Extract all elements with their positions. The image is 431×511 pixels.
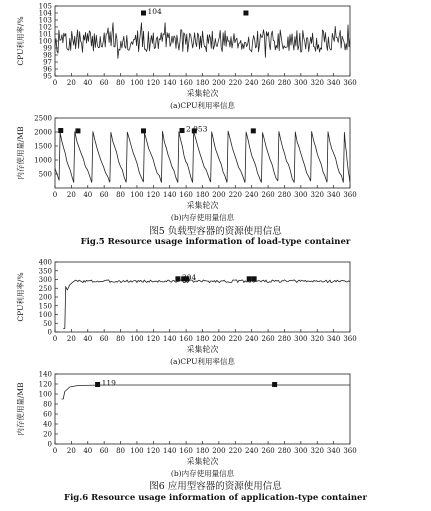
y-tick-label: 350 — [38, 267, 52, 276]
y-tick-label: 95 — [43, 72, 52, 81]
y-tick-label: 100 — [38, 37, 52, 46]
peak-annotation: 304 — [181, 272, 197, 282]
x-tick-label: 280 — [277, 79, 292, 87]
y-tick-label: 20 — [43, 430, 52, 439]
series-line — [55, 131, 350, 182]
x-tick-label: 360 — [343, 447, 357, 455]
x-tick-label: 100 — [130, 191, 144, 199]
x-tick-label: 160 — [179, 191, 193, 199]
x-tick-label: 280 — [277, 447, 292, 455]
x-tick-label: 300 — [294, 79, 308, 87]
x-tick-label: 220 — [228, 79, 242, 87]
subcaption: (a)CPU利用率信息 — [170, 357, 235, 366]
y-axis-label: 内存使用量/MB — [16, 126, 25, 180]
peak-marker — [251, 128, 256, 133]
peak-marker — [58, 128, 63, 133]
chart-fig5b-memory — [0, 112, 431, 224]
x-tick-label: 340 — [326, 335, 341, 343]
peak-annotation: 2 053 — [186, 124, 208, 134]
x-tick-label: 140 — [163, 79, 177, 87]
series-line — [55, 23, 350, 59]
y-tick-label: 102 — [38, 23, 52, 32]
x-tick-label: 340 — [326, 79, 341, 87]
x-tick-label: 20 — [66, 79, 76, 87]
y-tick-label: 80 — [43, 400, 52, 409]
x-tick-label: 40 — [83, 191, 93, 199]
x-tick-label: 40 — [83, 447, 93, 455]
y-tick-label: 120 — [38, 380, 52, 389]
y-tick-label: 96 — [43, 65, 52, 74]
x-tick-label: 0 — [52, 447, 58, 455]
x-tick-label: 120 — [146, 335, 161, 343]
subcaption: (b)内存使用量信息 — [170, 469, 235, 478]
x-tick-label: 300 — [294, 191, 308, 199]
y-tick-label: 300 — [38, 276, 52, 284]
x-tick-label: 40 — [83, 335, 93, 343]
peak-marker — [141, 128, 146, 133]
y-tick-label: 100 — [38, 390, 52, 399]
y-tick-label: 60 — [43, 410, 52, 419]
y-tick-label: 1000 — [34, 156, 52, 165]
x-tick-label: 80 — [116, 447, 126, 455]
peak-marker — [247, 276, 252, 281]
y-tick-label: 2500 — [34, 114, 52, 123]
fig5-caption-en: Fig.5 Resource usage information of load-type container — [80, 237, 351, 247]
x-tick-label: 60 — [99, 79, 109, 87]
x-tick-label: 120 — [146, 447, 161, 455]
x-axis-label: 采集轮次 — [186, 201, 219, 210]
x-tick-label: 180 — [195, 191, 210, 199]
x-tick-label: 0 — [52, 335, 58, 343]
fig6-caption-cn: 图6 应用型容器的资源使用信息 — [149, 481, 282, 492]
peak-marker — [175, 276, 180, 281]
x-tick-label: 360 — [343, 191, 357, 199]
x-tick-label: 0 — [52, 79, 58, 87]
peak-marker — [75, 128, 80, 133]
peak-marker — [180, 128, 185, 133]
y-tick-label: 104 — [38, 9, 52, 18]
x-tick-label: 240 — [244, 447, 259, 455]
x-tick-label: 240 — [244, 191, 259, 199]
x-tick-label: 320 — [310, 335, 324, 343]
x-tick-label: 80 — [116, 335, 126, 343]
y-tick-label: 250 — [38, 284, 52, 293]
x-tick-label: 340 — [326, 447, 341, 455]
x-axis-label: 采集轮次 — [186, 457, 219, 466]
x-tick-label: 140 — [163, 447, 177, 455]
y-tick-label: 103 — [38, 16, 52, 25]
y-axis-label: CPU利用率/% — [16, 272, 25, 322]
x-tick-label: 20 — [66, 335, 76, 343]
peak-annotation: 119 — [101, 378, 116, 388]
x-tick-label: 220 — [228, 335, 242, 343]
x-tick-label: 0 — [52, 191, 58, 199]
peak-marker — [243, 11, 248, 16]
x-tick-label: 40 — [83, 79, 93, 87]
x-tick-label: 200 — [212, 79, 226, 87]
y-tick-label: 2000 — [34, 128, 52, 137]
y-tick-label: 140 — [38, 370, 52, 379]
y-tick-label: 98 — [43, 51, 52, 60]
x-tick-label: 100 — [130, 79, 144, 87]
subcaption: (b)内存使用量信息 — [170, 213, 235, 222]
x-tick-label: 160 — [179, 335, 193, 343]
x-tick-label: 300 — [294, 335, 308, 343]
x-tick-label: 240 — [244, 79, 259, 87]
x-tick-label: 340 — [326, 191, 341, 199]
x-axis-label: 采集轮次 — [186, 89, 219, 98]
x-tick-label: 360 — [343, 335, 357, 343]
y-tick-label: 1500 — [34, 142, 52, 151]
y-tick-label: 500 — [38, 170, 52, 179]
peak-annotation: 104 — [147, 7, 162, 16]
y-tick-label: 0 — [47, 328, 52, 337]
series-line — [63, 280, 349, 329]
x-tick-label: 20 — [66, 191, 76, 199]
fig6-caption-en: Fig.6 Resource usage information of application-type container — [64, 493, 367, 503]
y-tick-label: 105 — [38, 2, 52, 11]
x-axis-label: 采集轮次 — [186, 345, 219, 354]
peak-marker — [272, 382, 277, 387]
plot-frame — [55, 6, 350, 76]
subcaption: (a)CPU利用率信息 — [170, 101, 235, 110]
x-tick-label: 320 — [310, 447, 324, 455]
y-tick-label: 50 — [43, 319, 52, 328]
x-tick-label: 100 — [130, 447, 144, 455]
chart-fig6b-memory — [0, 368, 431, 480]
x-tick-label: 260 — [261, 79, 275, 87]
x-tick-label: 120 — [146, 191, 161, 199]
x-tick-label: 200 — [212, 191, 226, 199]
x-tick-label: 60 — [99, 335, 109, 343]
x-tick-label: 260 — [261, 447, 275, 455]
y-tick-label: 40 — [43, 420, 52, 429]
y-tick-label: 400 — [38, 258, 52, 267]
x-tick-label: 60 — [99, 191, 109, 199]
chart-fig5a-cpu — [0, 0, 431, 112]
x-tick-label: 180 — [195, 79, 210, 87]
x-tick-label: 200 — [212, 447, 226, 455]
x-tick-label: 140 — [163, 191, 177, 199]
x-tick-label: 280 — [277, 191, 292, 199]
y-tick-label: 150 — [38, 302, 52, 311]
peak-marker — [95, 382, 100, 387]
peak-marker — [252, 276, 257, 281]
x-tick-label: 60 — [99, 447, 109, 455]
x-tick-label: 120 — [146, 79, 161, 87]
x-tick-label: 320 — [310, 191, 324, 199]
x-tick-label: 20 — [66, 447, 76, 455]
x-tick-label: 80 — [116, 191, 126, 199]
y-tick-label: 99 — [43, 44, 52, 53]
x-tick-label: 80 — [116, 79, 126, 87]
plot-frame — [55, 262, 350, 332]
x-tick-label: 240 — [244, 335, 259, 343]
y-tick-label: 100 — [38, 311, 52, 319]
peak-marker — [141, 11, 146, 16]
x-tick-label: 140 — [163, 335, 177, 343]
x-tick-label: 200 — [212, 335, 226, 343]
x-tick-label: 260 — [261, 191, 275, 199]
chart-fig6a-cpu — [0, 256, 431, 368]
x-tick-label: 280 — [277, 335, 292, 343]
x-tick-label: 320 — [310, 79, 324, 87]
y-tick-label: 101 — [38, 30, 52, 39]
x-tick-label: 180 — [195, 447, 210, 455]
x-tick-label: 300 — [294, 447, 308, 455]
y-axis-label: CPU利用率/% — [16, 16, 25, 66]
x-tick-label: 220 — [228, 191, 242, 199]
x-tick-label: 100 — [130, 335, 144, 343]
y-tick-label: 0 — [47, 440, 52, 449]
fig5-caption-cn: 图5 负载型容器的资源使用信息 — [149, 226, 282, 237]
x-tick-label: 160 — [179, 447, 193, 455]
y-tick-label: 200 — [38, 293, 52, 302]
x-tick-label: 180 — [195, 335, 210, 343]
x-tick-label: 220 — [228, 447, 242, 455]
x-tick-label: 360 — [343, 79, 357, 87]
x-tick-label: 160 — [179, 79, 193, 87]
x-tick-label: 260 — [261, 335, 275, 343]
y-tick-label: 97 — [43, 58, 52, 67]
y-axis-label: 内存使用量/MB — [16, 382, 25, 436]
